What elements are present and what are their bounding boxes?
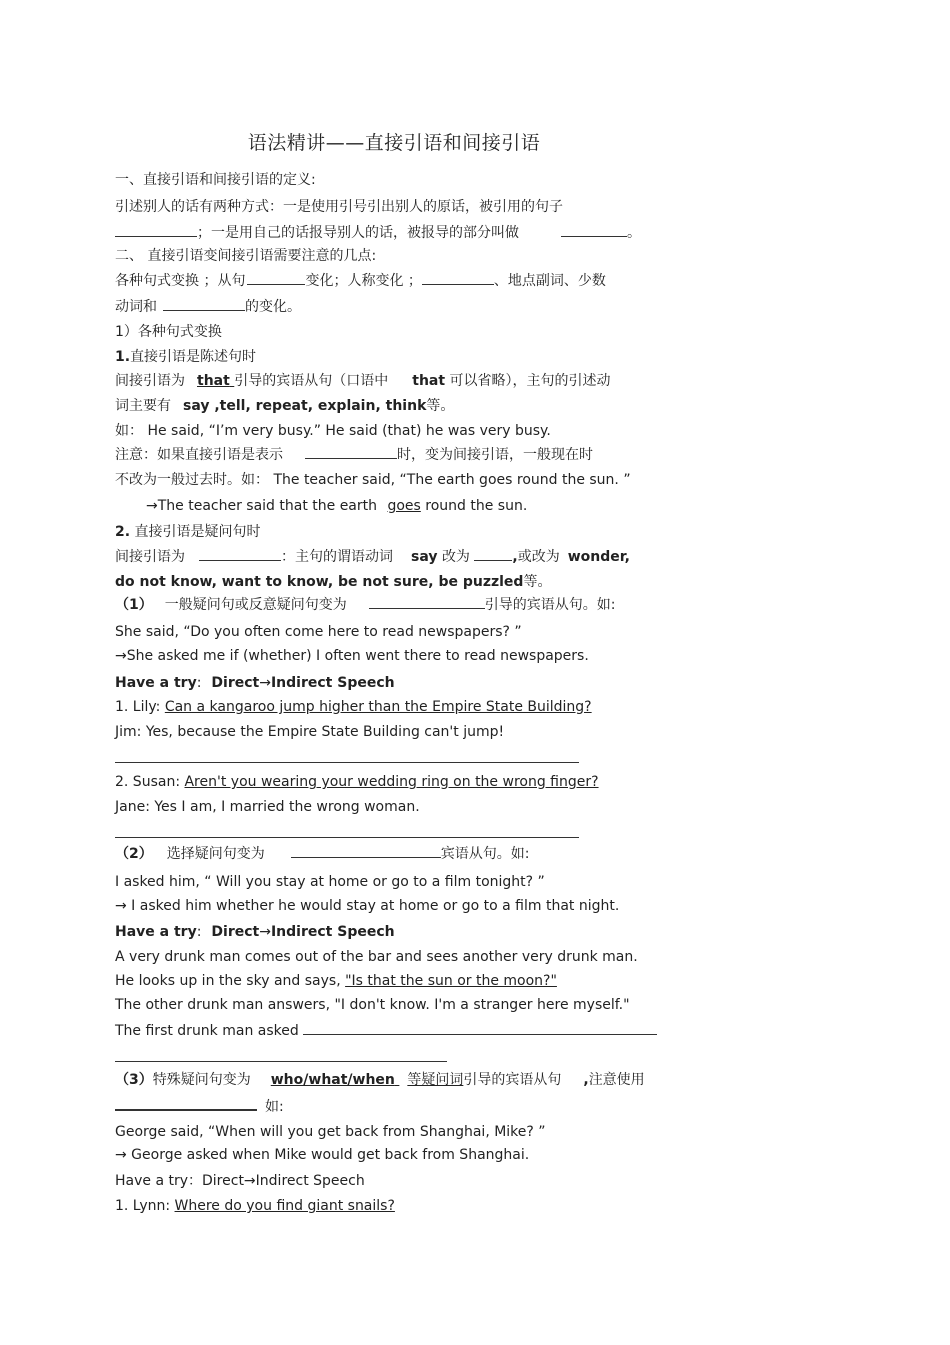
- blank-field[interactable]: [163, 298, 245, 311]
- note-line1: 注意：如果直接引语是表示 时，变为间接引语，一般现在时: [115, 447, 593, 463]
- try-item-2: 2. Susan: Aren't you wearing your wedding ring on the wrong finger?: [115, 774, 599, 790]
- blank-field[interactable]: [199, 548, 281, 561]
- blank-field[interactable]: [422, 272, 494, 285]
- drunk-story-line2: He looks up in the sky and says, "Is that the sun or the moon?": [115, 973, 557, 989]
- note-line3: →The teacher said that the earth goes round the sun.: [146, 498, 528, 514]
- try-item-2-answer: Jane: Yes I am, I married the wrong woman.: [115, 799, 420, 815]
- blank-field[interactable]: [115, 224, 197, 237]
- have-a-try-heading: Have a try: Direct→Indirect Speech: [115, 924, 395, 940]
- question-rule-line1: 间接引语为 ：主句的谓语动词 say 改为 ,或改为 wonder,: [115, 549, 630, 565]
- example-1: 如： He said, “I’m very busy.” He said (that) he was very busy.: [115, 423, 551, 439]
- section1-heading: 一、直接引语和间接引语的定义:: [115, 172, 316, 188]
- answer-line[interactable]: [115, 762, 579, 763]
- page-title: 语法精讲——直接引语和间接引语: [247, 132, 541, 154]
- try-item-1: 1. Lily: Can a kangaroo jump higher than the Empire State Building?: [115, 699, 592, 715]
- drunk-story-line1: A very drunk man comes out of the bar and sees another very drunk man.: [115, 949, 638, 965]
- question-rule-line2: do not know, want to know, be not sure, be puzzled等。: [115, 574, 552, 590]
- blank-field[interactable]: [369, 596, 485, 609]
- general-question-rule: （1） 一般疑问句或反意疑问句变为 引导的宾语从句。如:: [115, 597, 616, 613]
- choice-question-example1: I asked him, “ Will you stay at home or go to a film tonight? ”: [115, 874, 545, 890]
- blank-field[interactable]: [561, 224, 627, 237]
- blank-field[interactable]: [474, 548, 512, 561]
- choice-question-rule: （2） 选择疑问句变为 宾语从句。如:: [115, 846, 530, 862]
- have-a-try-heading: Have a try: Direct→Indirect Speech: [115, 675, 395, 691]
- declarative-rule-line1: 间接引语为 that 引导的宾语从句（口语中 that 可以省略），主句的引述动: [115, 373, 611, 389]
- try-item-1-answer: Jim: Yes, because the Empire State Building can't jump!: [115, 724, 505, 740]
- answer-line[interactable]: [115, 837, 579, 838]
- wh-question-example1: George said, “When will you get back from Shanghai, Mike? ”: [115, 1124, 546, 1140]
- wh-question-example2: → George asked when Mike would get back from Shanghai.: [115, 1147, 530, 1163]
- drunk-story-line3: The other drunk man answers, "I don't know. I'm a stranger here myself.": [115, 997, 630, 1013]
- try-item-lynn: 1. Lynn: Where do you find giant snails?: [115, 1198, 395, 1214]
- part1-heading: 1）各种句式变换: [115, 324, 222, 340]
- blank-field[interactable]: [291, 845, 441, 858]
- wh-question-rule: （3）特殊疑问句变为 who/what/when 等疑问词引导的宾语从句 ,注意使用: [115, 1072, 645, 1088]
- blank-field[interactable]: [115, 1097, 257, 1111]
- blank-field[interactable]: [247, 272, 305, 285]
- note-line2: 不改为一般过去时。如： The teacher said, “The earth goes round the sun. ”: [115, 472, 631, 488]
- answer-line[interactable]: [115, 1061, 447, 1062]
- part1-subheading: 1.直接引语是陈述句时: [115, 349, 257, 365]
- have-a-try-heading-2: Have a try：Direct→Indirect Speech: [115, 1173, 365, 1189]
- drunk-story-line4: The first drunk man asked: [115, 1022, 657, 1040]
- blank-field[interactable]: [305, 446, 397, 459]
- declarative-rule-line2: 词主要有 say ,tell, repeat, explain, think等。: [115, 398, 455, 414]
- general-question-example2: →She asked me if (whether) I often went there to read newspapers.: [115, 648, 589, 664]
- section2-heading: 二、 直接引语变间接引语需要注意的几点:: [115, 248, 377, 264]
- wh-question-rule-line2: 如:: [115, 1097, 284, 1116]
- section2-line2: 动词和 的变化。: [115, 299, 301, 315]
- part2-subheading: 2. 直接引语是疑问句时: [115, 524, 261, 540]
- section1-line2: ；一是用自己的话报导别人的话，被报导的部分叫做 。: [115, 224, 641, 242]
- section1-line1: 引述别人的话有两种方式：一是使用引号引出别人的原话，被引用的句子: [115, 199, 563, 215]
- general-question-example1: She said, “Do you often come here to read newspapers? ”: [115, 624, 522, 640]
- answer-line[interactable]: [303, 1022, 657, 1035]
- choice-question-example2: → I asked him whether he would stay at home or go to a film that night.: [115, 898, 620, 914]
- section2-line1: 各种句式变换 ；从句 变化；人称变化 ； 、地点副词、少数: [115, 273, 606, 289]
